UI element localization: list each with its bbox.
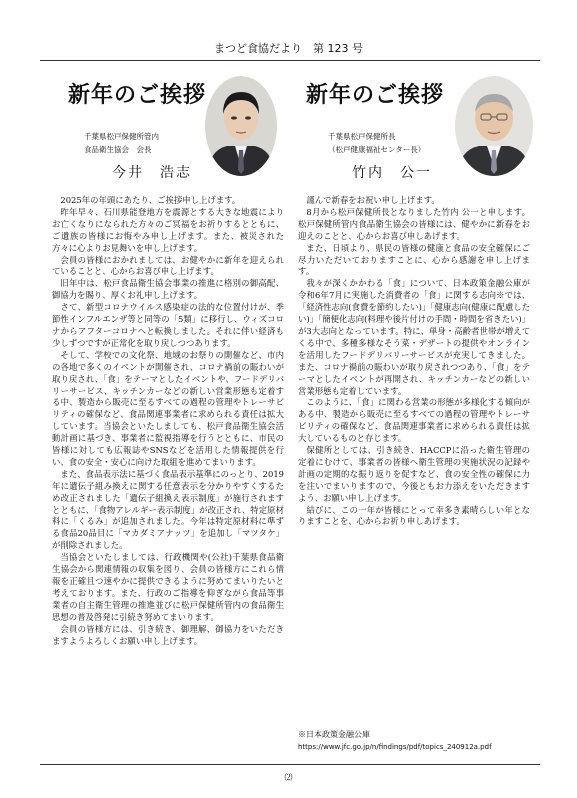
header-rule: [40, 60, 540, 61]
left-author-photo: [205, 76, 277, 176]
footer-rule: [40, 764, 540, 765]
right-author-photo: [455, 76, 533, 176]
right-body-text: 謹んで新春をお祝い申し上げます。 8月から松戸保健所長となりました竹内 公一と申します。松戸保健所管内食品衛生協会の皆様には、健やかに新春をお迎えのことと、心からお喜び申しあげます。 また、日頃より、県民の皆様の健康と食品の安全確保にご尽力いただいておりますことに、心から感謝を申し上げます。 我々が深くかかわる「食」について、日本政策金融公庫が令和6年7月に実施した消費者の「食」に関する志向※では、「経済性志向(食費を節約したい)」「健康志向(健康に配慮したい)」「簡便化志向(料理や後片付けの手間・時間を省きたい)」が3大志向となっています。特に、単身・高齢者世帯が増えてくる中で、多種多様なそう菜・デザートの提供やオンラインを活用したフードデリバリーサービスが充実してきました。また、コロナ禍前の賑わいが取り戻されつつあり、「食」をテーマとしたイベントが再開され、キッチンカーなどの新しい営業形態も定着しています。 このように、「食」に関わる営業の形態が多様化する傾向がある中、製造から販売に至るすべての過程の管理やトレーサビリティの確保など、食品関連事業者に求められる責任は拡大しているものと存じます。 保健所としては、引き続き、HACCPに沿った衛生管理の定着にむけて、事業者の皆様へ衛生管理の実施状況の記録や計画の定期的な振り返りを促すなど、食の安全性の確保に力を注いでまいりますので、今後ともお力添えをいただきますよう、お願い申し上げます。 結びに、この一年が皆様にとって幸多き素晴らしい年となりますことを、心からお祈り申しあげます。: [298, 195, 530, 527]
right-affiliation: 千葉県松戸保健所長 （松戸健康福祉センター長）: [328, 132, 426, 154]
newsletter-header: まつど食協だより 第 123 号: [214, 42, 363, 55]
footnote-url: https://www.jfc.go.jp/n/findings/pdf/topics_240912a.pdf: [298, 743, 492, 751]
left-body-text: 2025年の年頭にあたり、ご挨拶申し上げます。 昨年早々、石川県能登地方を震源とする大きな地震によりお亡くなりになられた方々のご冥福をお祈りするとともに、ご遺族の皆様にお悔やみ申し上げます。また、被災された方々に心よりお見舞いを申し上げます。 会員の皆様におかれましては、お健やかに新年を迎えられていることと、心からお喜び申し上げます。 旧年中は、松戸食品衛生協会事業の推進に格別の御高配、御協力を賜り、厚くお礼申し上げます。 さて、新型コロナウイルス感染症の法的な位置付けが、季節性インフルエンザ等と同等の「5類」に移行し、ウィズコロナからアフターコロナへと転換しました。それに伴い経済も少しずつですが正常化を取り戻しつつあります。 そして、学校での文化祭、地域のお祭りの開催など、市内の各地で多くのイベントが開催され、コロナ禍前の賑わいが取り戻され、「食」をテーマとしたイベントや、フードデリバリーサービス、キッチンカーなどの新しい営業形態も定着する中、製造から販売に至るすべての過程の管理やトレーサビリティの確保など、食品関連事業者に求められる責任は拡大しています。当協会といたしましても、松戸食品衛生協会活動計画に基づき、事業者に監視指導を行うとともに、市民の皆様に対しても広報誌やSNSなどを活用した情報提供を行い、食の安全・安心に向けた取組を進めてまいります。 また、食品表示法に基づく食品表示基準にのっとり、2019年に遺伝子組み換えに関する任意表示を分かりやすくするため改正されました「遺伝子組換え表示制度」が施行されますとともに、「食物アレルギー表示制度」が改正され、特定原材料に「くるみ」が追加されました。今年は特定原材料に準ずる食品20品目に「マカダミアナッツ」を追加し「マツタケ」が削除されました。 当協会といたしましては、行政機関や(公社)千葉県食品衛生協会から関連情報の収集を図り、会員の皆様方にこれら情報を正確且つ速やかに提供できるように努めてまいりたいと考えております。また、行政のご指導を仰ぎながら食品等事業者の自主衛生管理の推進並びに松戸保健所管内の食品衛生思想の普及啓発に引続き努めてまいります。 会員の皆様方には、引き続き、御理解、御協力をいただきますようよろしくお願い申し上げます。: [52, 195, 284, 646]
left-title: 新年のご挨拶: [68, 82, 207, 108]
right-title: 新年のご挨拶: [306, 82, 445, 108]
page-number: ⑵: [284, 773, 293, 782]
footnote: [298, 728, 538, 754]
left-affiliation: 千葉県松戸保健所管内 食品衛生協会 会長: [84, 132, 159, 154]
right-author-name: 竹内 公一: [352, 165, 432, 181]
footnote-label: ※日本政策金融公庫: [298, 730, 370, 739]
left-author-name: 今井 浩志: [112, 165, 192, 181]
